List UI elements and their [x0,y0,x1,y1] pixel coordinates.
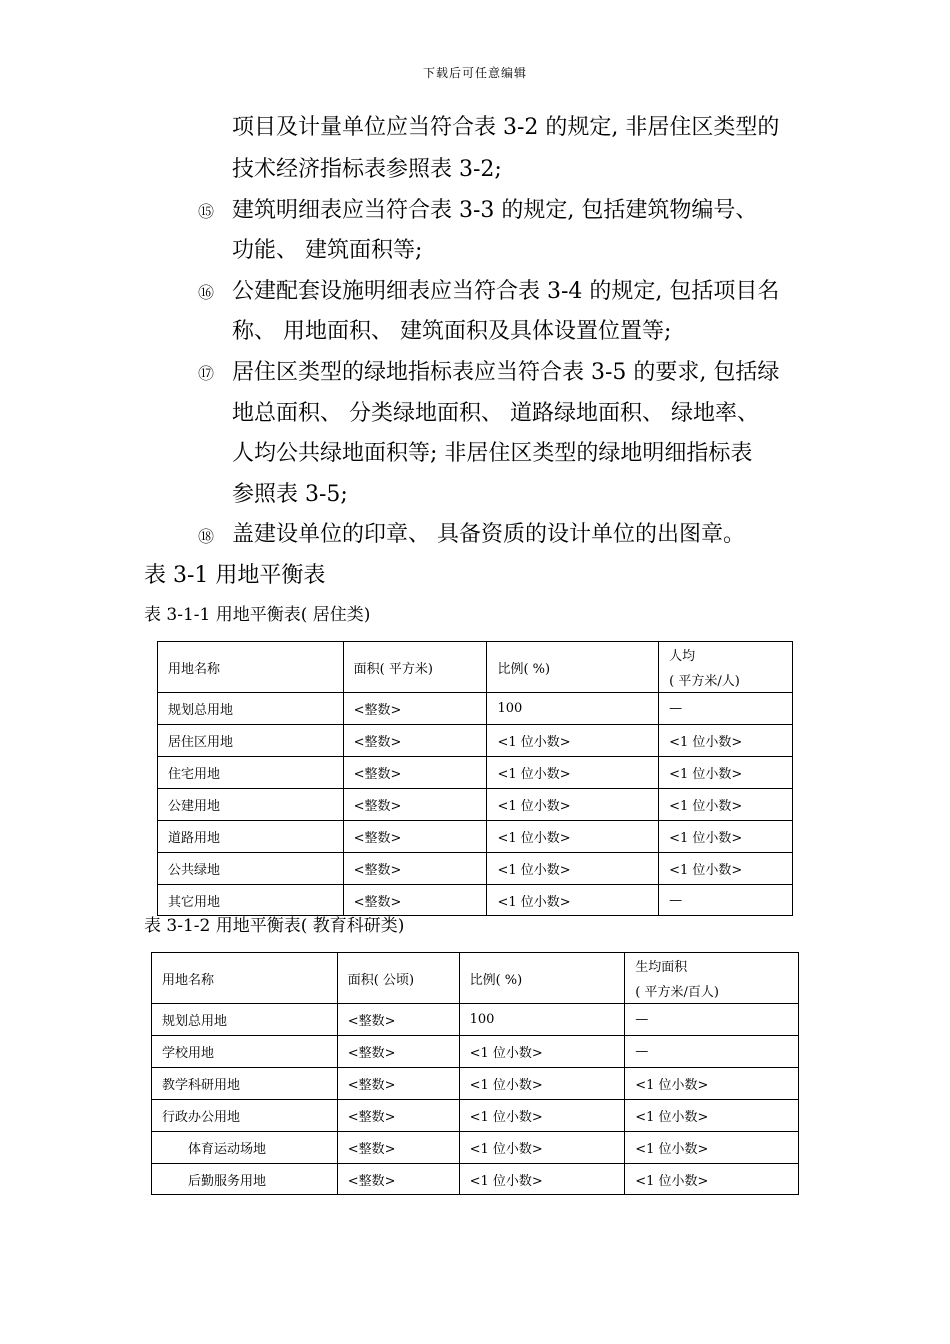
cell: 规划总用地 [158,693,344,725]
cell: <1 位小数> [659,853,793,885]
item-number-18: ⑱ [198,527,215,546]
cell: <1 位小数> [487,821,659,853]
item-number-15: ⑮ [198,202,215,221]
paragraph-line: 项目及计量单位应当符合表 3-2 的规定, 非居住区类型的 [232,115,780,140]
cell: <1 位小数> [487,853,659,885]
table-row [158,789,793,821]
cell: — [659,885,793,916]
cell: <整数> [343,853,487,885]
cell: <整数> [337,1164,459,1195]
table-row [158,757,793,789]
paragraph-line: 技术经济指标表参照表 3-2; [232,157,502,182]
paragraph-line: 公建配套设施明细表应当符合表 3-4 的规定, 包括项目名 [232,279,780,304]
table-row [152,1164,799,1195]
table-row [158,885,793,916]
cell: <整数> [343,693,487,725]
header-line: 人均 [669,649,696,664]
paragraph-line: 功能、 建筑面积等; [232,238,423,263]
cell: — [625,1004,799,1036]
cell: <1 位小数> [625,1100,799,1132]
cell: 学校用地 [152,1036,338,1068]
header-line: ( 平方米/人) [669,674,740,689]
cell: 行政办公用地 [152,1100,338,1132]
table-row [152,1068,799,1100]
header-cell [625,953,799,1004]
header-cell [659,642,793,693]
cell: <1 位小数> [625,1132,799,1164]
cell: 道路用地 [158,821,344,853]
land-balance-table-education [151,952,799,1195]
cell: <整数> [343,789,487,821]
cell: <1 位小数> [659,789,793,821]
table-row [152,1004,799,1036]
cell: <整数> [337,1100,459,1132]
paragraph-line: 参照表 3-5; [232,482,348,507]
cell: 教学科研用地 [152,1068,338,1100]
land-balance-table-residential [157,641,793,916]
table1-caption: 表 3-1-1 用地平衡表( 居住类) [144,605,371,625]
cell: <整数> [343,885,487,916]
cell: 体育运动场地 [152,1132,338,1164]
cell: <整数> [343,725,487,757]
cell: <1 位小数> [459,1164,625,1195]
cell: — [659,693,793,725]
cell: 后勤服务用地 [152,1164,338,1195]
cell: 居住区用地 [158,725,344,757]
cell: 其它用地 [158,885,344,916]
table2-caption: 表 3-1-2 用地平衡表( 教育科研类) [144,916,405,936]
cell: 100 [459,1004,625,1036]
cell: <1 位小数> [487,885,659,916]
cell: 100 [487,693,659,725]
cell: 规划总用地 [152,1004,338,1036]
page-header: 下载后可任意编辑 [422,66,527,80]
cell: <1 位小数> [487,725,659,757]
cell: 公共绿地 [158,853,344,885]
cell: <1 位小数> [459,1068,625,1100]
header-cell: 面积( 平方米) [343,642,487,693]
cell: <整数> [343,821,487,853]
cell: — [625,1036,799,1068]
cell: <1 位小数> [625,1068,799,1100]
header-cell: 比例( %) [459,953,625,1004]
cell: <1 位小数> [459,1100,625,1132]
cell: 住宅用地 [158,757,344,789]
cell: <整数> [337,1132,459,1164]
header-cell: 面积( 公顷) [337,953,459,1004]
table-row [158,725,793,757]
table-header-row [158,642,793,693]
cell: <1 位小数> [487,757,659,789]
paragraph-line: 地总面积、 分类绿地面积、 道路绿地面积、 绿地率、 [232,401,759,426]
cell: 公建用地 [158,789,344,821]
table-row [152,1132,799,1164]
table-row [152,1036,799,1068]
table-header-row [152,953,799,1004]
cell: <整数> [337,1004,459,1036]
section-caption: 表 3-1 用地平衡表 [144,563,326,588]
cell: <整数> [337,1068,459,1100]
header-line: ( 平方米/百人) [635,985,719,1000]
paragraph-line: 称、 用地面积、 建筑面积及具体设置位置等; [232,319,672,344]
header-cell: 用地名称 [158,642,344,693]
cell: <1 位小数> [459,1036,625,1068]
paragraph-line: 建筑明细表应当符合表 3-3 的规定, 包括建筑物编号、 [232,198,758,223]
cell: <1 位小数> [459,1132,625,1164]
item-number-16: ⑯ [198,283,215,302]
cell: <整数> [343,757,487,789]
header-cell: 用地名称 [152,953,338,1004]
table-row [158,693,793,725]
paragraph-line: 盖建设单位的印章、 具备资质的设计单位的出图章。 [232,522,745,547]
cell: <1 位小数> [659,725,793,757]
cell: <1 位小数> [659,821,793,853]
cell: <1 位小数> [659,757,793,789]
header-cell: 比例( %) [487,642,659,693]
cell: <整数> [337,1036,459,1068]
cell: <1 位小数> [625,1164,799,1195]
paragraph-line: 居住区类型的绿地指标表应当符合表 3-5 的要求, 包括绿 [232,360,780,385]
table-row [152,1100,799,1132]
header-line: 生均面积 [635,960,688,975]
cell: <1 位小数> [487,789,659,821]
table-row [158,821,793,853]
item-number-17: ⑰ [198,364,215,383]
table-row [158,853,793,885]
paragraph-line: 人均公共绿地面积等; 非居住区类型的绿地明细指标表 [232,441,753,466]
